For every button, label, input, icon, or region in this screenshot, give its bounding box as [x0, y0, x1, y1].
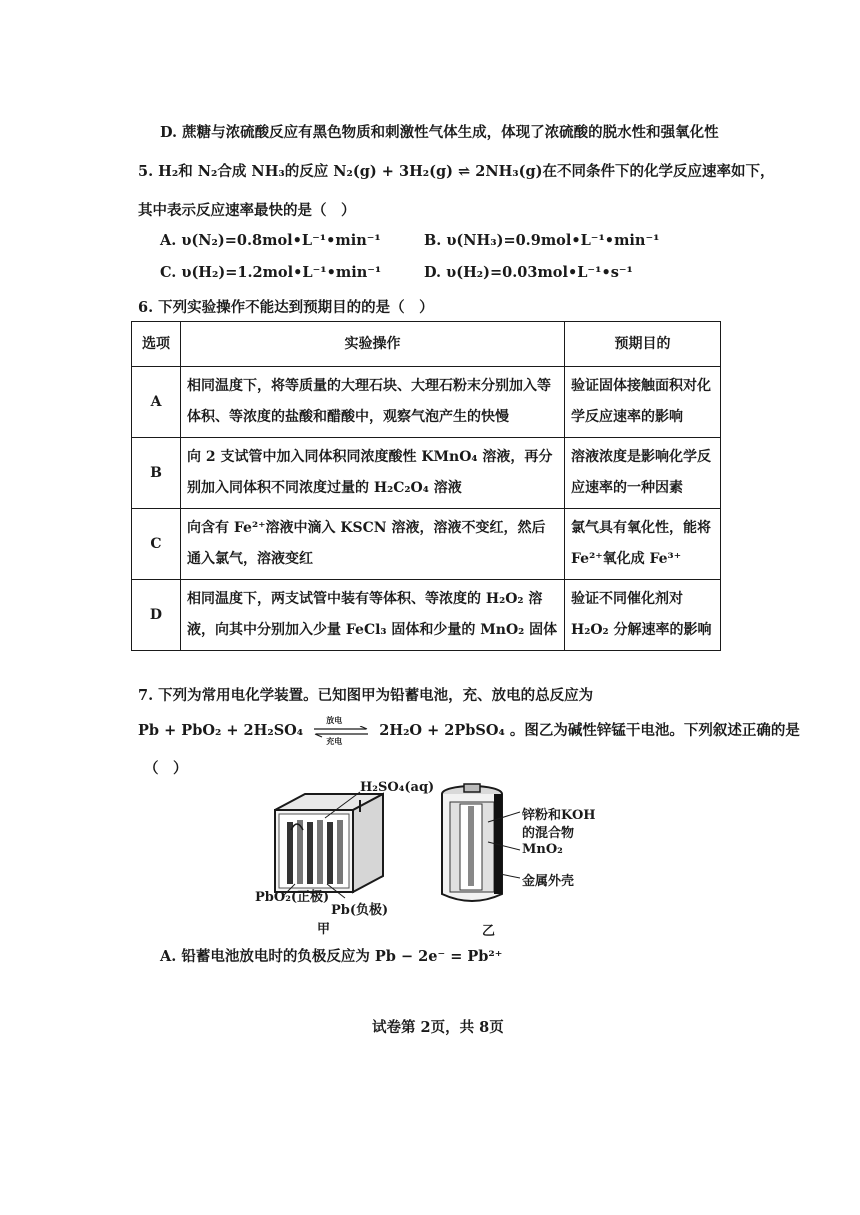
header-purpose: 预期目的: [565, 322, 721, 367]
leader-lines: [486, 782, 526, 892]
label-mno2: MnO₂: [522, 842, 563, 857]
header-option: 选项: [132, 322, 181, 367]
figure-lead-acid-battery: [255, 780, 435, 940]
row-operation: 相同温度下，两支试管中装有等体积、等浓度的 H₂O₂ 溶液，向其中分别加入少量 FeCl₃ 固体和少量的 MnO₂ 固体: [181, 580, 565, 651]
row-option: D: [132, 580, 181, 651]
label-h2so4: H₂SO₄(aq): [360, 780, 435, 795]
row-operation: 向 2 支试管中加入同体积同浓度酸性 KMnO₄ 溶液，再分别加入同体积不同浓度过量的 H₂C₂O₄ 溶液: [181, 438, 565, 509]
q5-option-b: B. υ(NH₃)=0.9mol•L⁻¹•min⁻¹: [424, 232, 660, 249]
row-option: A: [132, 367, 181, 438]
q7-stem-line1: 7. 下列为常用电化学装置。已知图甲为铅蓄电池，充、放电的总反应为: [138, 687, 594, 704]
q6-table: [131, 321, 721, 651]
table-row: [132, 509, 721, 580]
table-row: [132, 580, 721, 651]
figure-dry-cell: [436, 782, 606, 942]
page-footer: 试卷第 2页，共 8页: [372, 1019, 504, 1036]
q4-option-d: D. 蔗糖与浓硫酸反应有黑色物质和刺激性气体生成，体现了浓硫酸的脱水性和强氧化性: [160, 124, 719, 141]
q5-option-c: C. υ(H₂)=1.2mol•L⁻¹•min⁻¹: [160, 264, 382, 281]
arrow-bottom-label: 充电: [326, 736, 343, 746]
label-pb: Pb(负极): [331, 903, 389, 918]
row-operation: 向含有 Fe²⁺溶液中滴入 KSCN 溶液，溶液不变红，然后通入氯气，溶液变红: [181, 509, 565, 580]
table-header-row: [132, 322, 721, 367]
label-metal-shell: 金属外壳: [522, 874, 575, 889]
label-zinc-koh: 锌粉和KOH: [522, 808, 596, 823]
row-option: C: [132, 509, 181, 580]
label-mixture: 的混合物: [522, 826, 575, 841]
q5-option-a: A. υ(N₂)=0.8mol•L⁻¹•min⁻¹: [160, 232, 381, 249]
caption-yi: 乙: [482, 924, 496, 939]
caption-jia: 甲: [317, 922, 331, 937]
q6-stem: 6. 下列实验操作不能达到预期目的的是（ ）: [138, 299, 434, 316]
equation-right: 2H₂O + 2PbSO₄ 。图乙为碱性锌锰干电池。下列叙述正确的是: [379, 722, 800, 739]
table-row: [132, 367, 721, 438]
q5-stem-line1: 5. H₂和 N₂合成 NH₃的反应 N₂(g) + 3H₂(g) ⇌ 2NH₃(g)在不同条件下的化学反应速率如下，: [138, 163, 775, 180]
equilibrium-arrow: [312, 715, 370, 746]
label-pbo2: PbO₂(正极): [255, 890, 330, 905]
row-operation: 相同温度下，将等质量的大理石块、大理石粉末分别加入等体积、等浓度的盐酸和醋酸中，观察气泡产生的快慢: [181, 367, 565, 438]
row-option: B: [132, 438, 181, 509]
row-purpose: 验证固体接触面积对化学反应速率的影响: [565, 367, 721, 438]
table-row: [132, 438, 721, 509]
row-purpose: 氯气具有氧化性，能将 Fe²⁺氧化成 Fe³⁺: [565, 509, 721, 580]
q5-stem-line2: 其中表示反应速率最快的是（ ）: [138, 202, 356, 219]
arrow-top-label: 放电: [326, 715, 343, 725]
q7-option-a: A. 铅蓄电池放电时的负极反应为 Pb − 2e⁻ = Pb²⁺: [160, 948, 503, 965]
q7-stem-line3: （ ）: [144, 760, 188, 777]
q7-equation: [138, 715, 800, 746]
row-purpose: 溶液浓度是影响化学反应速率的一种因素: [565, 438, 721, 509]
equation-left: Pb + PbO₂ + 2H₂SO₄: [138, 722, 304, 739]
header-operation: 实验操作: [181, 322, 565, 367]
q5-option-d: D. υ(H₂)=0.03mol•L⁻¹•s⁻¹: [424, 264, 633, 281]
row-purpose: 验证不同催化剂对 H₂O₂ 分解速率的影响: [565, 580, 721, 651]
